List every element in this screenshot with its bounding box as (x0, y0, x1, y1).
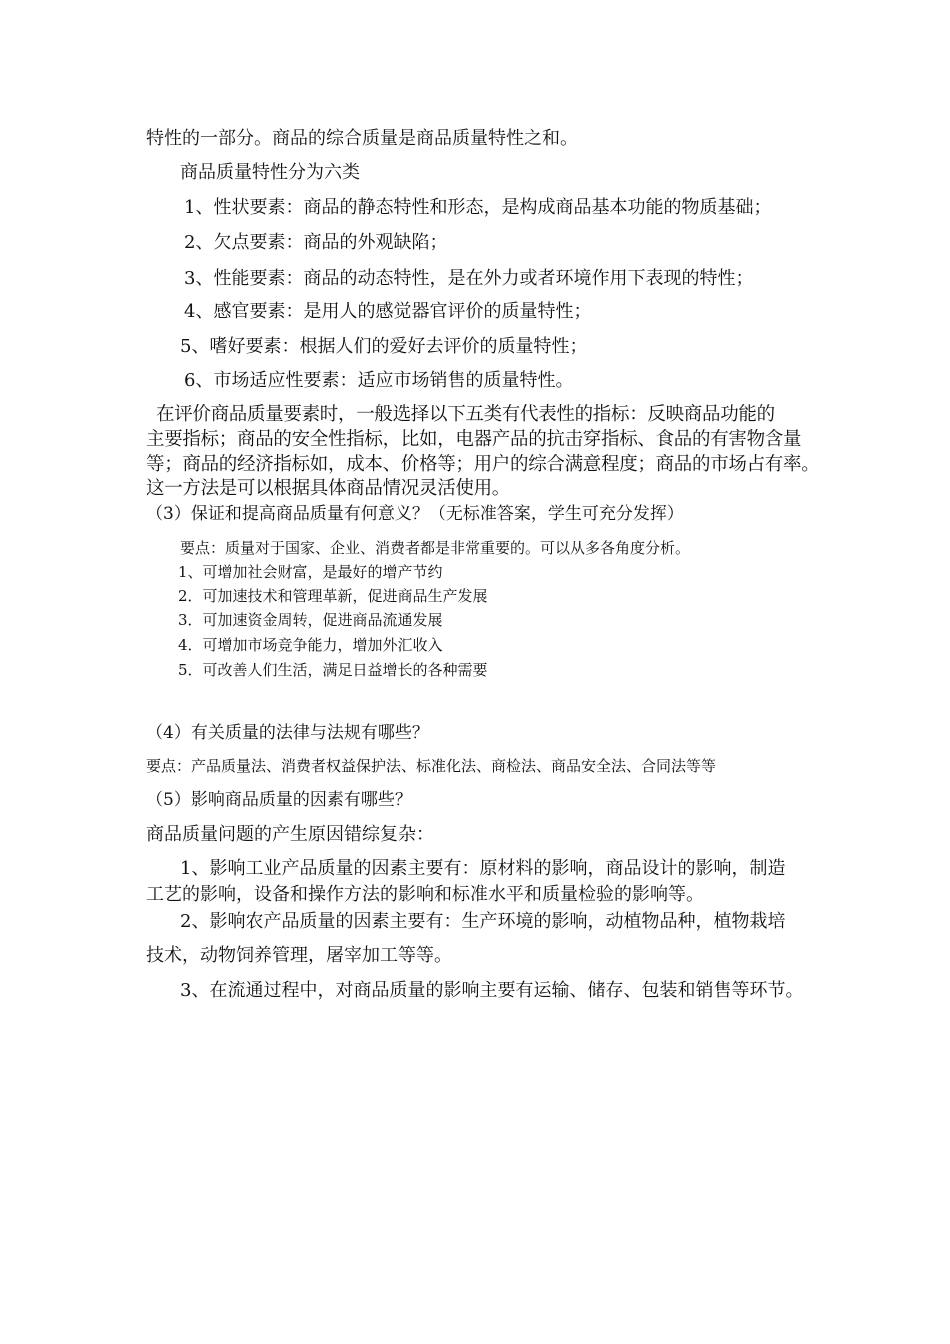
evaluation-line: 在评价商品质量要素时，一般选择以下五类有代表性的指标：反映商品功能的 (156, 404, 775, 425)
q5-paragraph-2-line: 2、影响农产品质量的因素主要有：生产环境的影响，动植物品种，植物栽培 (180, 911, 786, 932)
q5-paragraph-1-line: 工艺的影响，设备和操作方法的影响和标准水平和质量检验的影响等。 (146, 884, 704, 905)
evaluation-line: 这一方法是可以根据具体商品情况灵活使用。 (146, 478, 511, 499)
q3-key-point: 要点：质量对于国家、企业、消费者都是非常重要的。可以从多各角度分析。 (180, 539, 691, 557)
q5-paragraph-2-line: 技术，动物饲养管理，屠宰加工等等。 (146, 945, 452, 966)
intro-tail-line: 特性的一部分。商品的综合质量是商品质量特性之和。 (146, 128, 578, 149)
q3-list-item: 5．可改善人们生活，满足日益增长的各种需要 (178, 661, 488, 679)
q5-paragraph-3: 3、在流通过程中，对商品质量的影响主要有运输、储存、包装和销售等环节。 (180, 980, 804, 1001)
six-type-item: 4、感官要素：是用人的感觉器官评价的质量特性； (184, 301, 592, 322)
q5-paragraph-1-line: 1、影响工业产品质量的因素主要有：原材料的影响，商品设计的影响，制造 (180, 858, 786, 879)
q3-list-item: 2．可加速技术和管理革新，促进商品生产发展 (178, 587, 488, 605)
six-type-item: 1、性状要素：商品的静态特性和形态，是构成商品基本功能的物质基础； (184, 197, 772, 218)
q3-list-item: 4．可增加市场竞争能力，增加外汇收入 (178, 636, 443, 654)
six-type-item: 2、欠点要素：商品的外观缺陷； (184, 232, 448, 253)
six-type-item: 5、嗜好要素：根据人们的爱好去评价的质量特性； (180, 336, 588, 357)
six-type-item: 6、市场适应性要素：适应市场销售的质量特性。 (184, 370, 574, 391)
evaluation-line: 主要指标；商品的安全性指标，比如，电器产品的抗击穿指标、食品的有害物含量 (146, 429, 802, 450)
q4-key-point: 要点：产品质量法、消费者权益保护法、标准化法、商检法、商品安全法、合同法等等 (146, 757, 717, 775)
six-types-heading: 商品质量特性分为六类 (180, 162, 360, 183)
q3-list-item: 3．可加速资金周转，促进商品流通发展 (178, 611, 443, 629)
q3-list-item: 1、可增加社会财富，是最好的增产节约 (178, 563, 443, 581)
question-4: （4）有关质量的法律与法规有哪些？ (146, 723, 429, 743)
question-3: （3）保证和提高商品质量有何意义？（无标准答案，学生可充分发挥） (146, 504, 684, 524)
question-5: （5）影响商品质量的因素有哪些？ (146, 790, 412, 810)
evaluation-line: 等；商品的经济指标如，成本、价格等；用户的综合满意程度；商品的市场占有率。 (146, 454, 820, 475)
six-type-item: 3、性能要素：商品的动态特性，是在外力或者环境作用下表现的特性； (184, 268, 754, 289)
q5-intro: 商品质量问题的产生原因错综复杂： (146, 824, 434, 845)
